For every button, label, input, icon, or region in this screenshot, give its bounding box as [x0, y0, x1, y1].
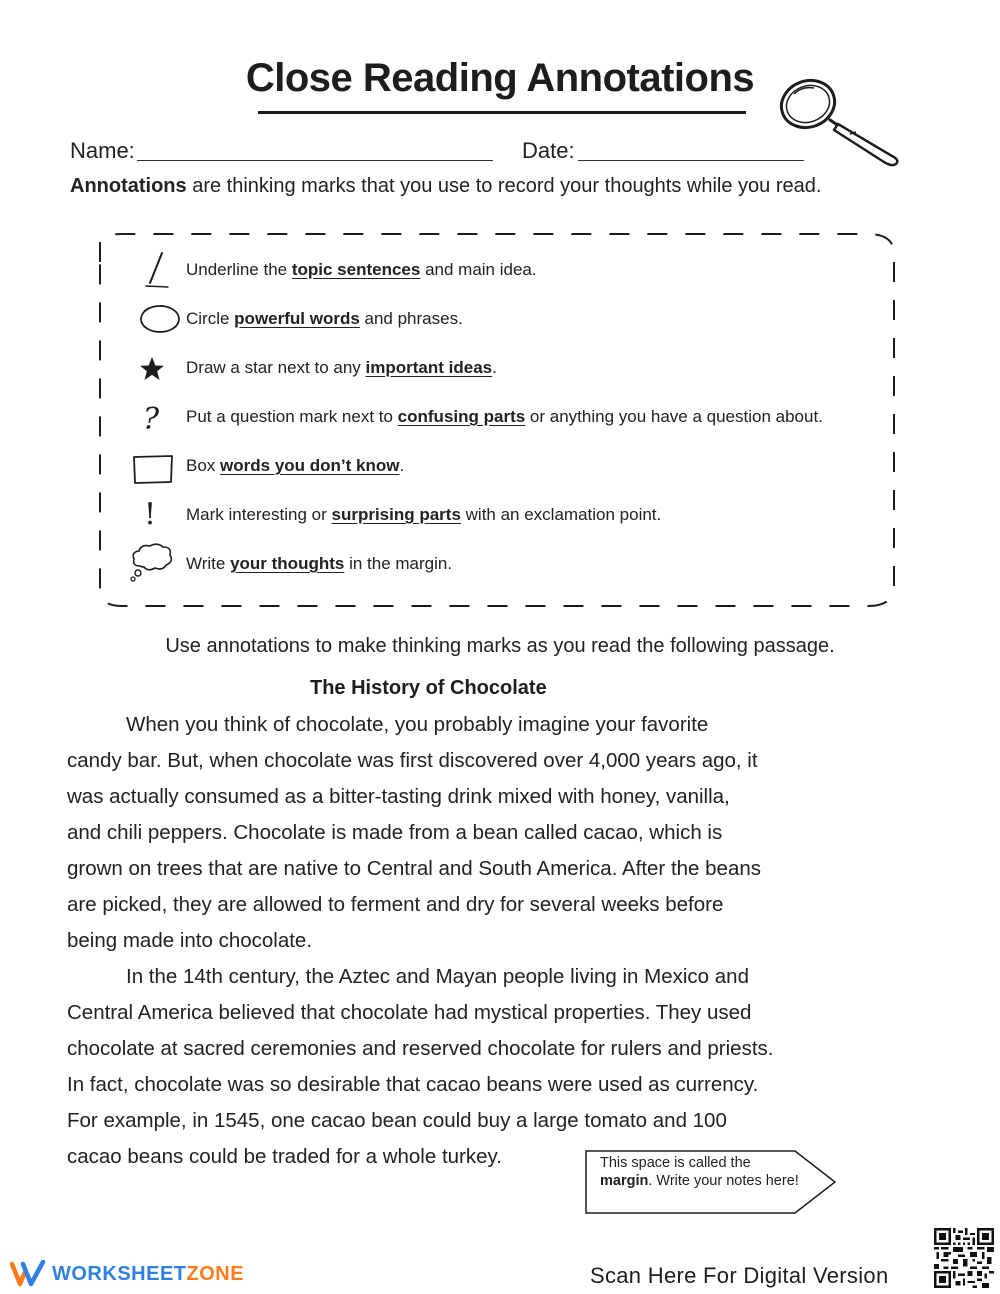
legend-row-exclamation: Mark interesting or surprising parts with an exclamation point. — [186, 505, 662, 524]
intro-rest: are thinking marks that you use to record your thoughts while you read. — [186, 175, 822, 197]
circle-mark-icon — [138, 302, 182, 334]
passage-line: was actually consumed as a bitter-tasting drink mixed with honey, vanilla, — [67, 785, 730, 808]
star-icon — [139, 356, 165, 382]
page-title: Close Reading Annotations — [245, 56, 755, 100]
qr-code-icon[interactable] — [934, 1228, 994, 1288]
title-underline — [258, 111, 746, 114]
passage-line: are picked, they are allowed to ferment and dry for several weeks before — [67, 893, 724, 916]
exclamation-mark-icon: ! — [144, 497, 157, 532]
name-label: Name: — [70, 138, 135, 163]
passage-line: In fact, chocolate was so desirable that cacao beans were used as currency. — [67, 1073, 759, 1096]
passage-line: When you think of chocolate, you probably imagine your favorite — [126, 713, 709, 736]
passage-line: chocolate at sacred ceremonies and reserved chocolate for rulers and priests. — [67, 1037, 774, 1060]
passage-line: grown on trees that are native to Central and South America. After the beans — [67, 857, 761, 880]
instruction-text: Use annotations to make thinking marks as you read the following passage. — [165, 635, 835, 657]
passage-line: and chili peppers. Chocolate is made from a bean called cacao, which is — [67, 821, 723, 844]
worksheet-zone-logo — [10, 1258, 244, 1290]
date-label: Date: — [522, 138, 575, 163]
logo-text-worksheet: WORKSHEET — [52, 1262, 187, 1285]
intro-bold: Annotations — [70, 175, 187, 197]
legend-row-box: Box words you don’t know. — [186, 456, 405, 475]
logo-text-zone: ZONE — [186, 1262, 245, 1285]
margin-note-text: This space is called the margin. Write your notes here! — [600, 1155, 799, 1189]
box-mark-icon — [131, 453, 175, 485]
passage-line: Central America believed that chocolate had mystical properties. They used — [67, 1001, 752, 1024]
passage-title: The History of Chocolate — [310, 677, 547, 699]
passage-line: In the 14th century, the Aztec and Mayan people living in Mexico and — [126, 965, 749, 988]
legend-row-star: Draw a star next to any important ideas. — [186, 358, 497, 377]
legend-row-underline: Underline the topic sentences and main idea. — [186, 260, 537, 279]
legend-row-circle: Circle powerful words and phrases. — [186, 309, 463, 328]
question-mark-icon: ? — [143, 402, 160, 437]
passage-line: cacao beans could be traded for a whole turkey. — [67, 1145, 502, 1168]
thought-bubble-icon — [126, 540, 176, 584]
scan-label: Scan Here For Digital Version — [590, 1263, 889, 1288]
intro-text — [70, 175, 821, 198]
name-field[interactable] — [137, 160, 493, 161]
passage-line: candy bar. But, when chocolate was first discovered over 4,000 years ago, it — [67, 749, 758, 772]
logo-icon — [10, 1260, 46, 1288]
magnifying-glass-icon — [772, 72, 904, 168]
slash-mark-icon — [140, 250, 172, 290]
legend-row-question: Put a question mark next to confusing parts or anything you have a question about. — [186, 407, 823, 426]
passage-line: For example, in 1545, one cacao bean could buy a large tomato and 100 — [67, 1109, 727, 1132]
legend-row-thoughts: Write your thoughts in the margin. — [186, 554, 453, 573]
date-field[interactable] — [578, 160, 804, 161]
passage-line: being made into chocolate. — [67, 929, 313, 952]
